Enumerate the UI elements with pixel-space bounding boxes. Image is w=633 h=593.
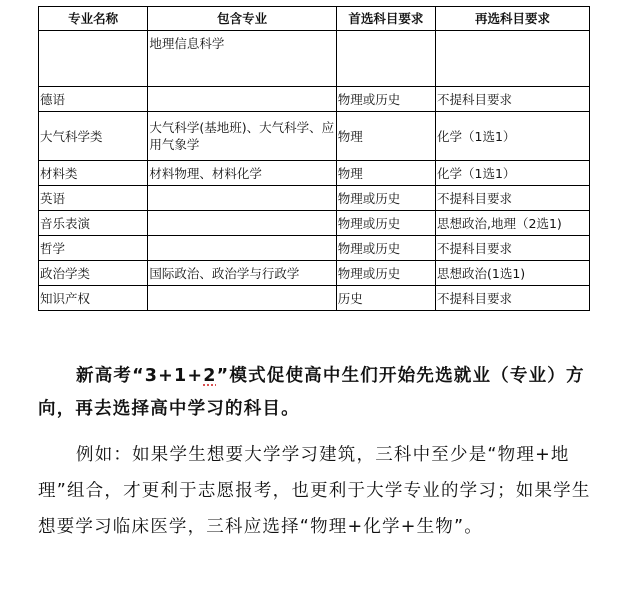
intro-text-after: ”模式促使高中生们开始先选就业（专业）方向，再去选择高中学习的科目。 — [38, 366, 585, 419]
header-major-name: 专业名称 — [39, 7, 148, 31]
cell-major-name: 英语 — [39, 186, 148, 211]
cell-second-subject: 不提科目要求 — [436, 186, 590, 211]
cell-first-subject: 物理或历史 — [336, 87, 435, 112]
cell-included-majors: 地理信息科学 — [148, 31, 336, 87]
cell-included-majors — [148, 236, 336, 261]
cell-second-subject: 化学（1选1） — [436, 112, 590, 161]
cell-second-subject: 思想政治,地理（2选1) — [436, 211, 590, 236]
cell-major-name: 材料类 — [39, 161, 148, 186]
table-row — [39, 286, 590, 311]
major-requirements-table — [38, 6, 590, 311]
table-row — [39, 161, 590, 186]
header-second-subject: 再选科目要求 — [436, 7, 590, 31]
cell-first-subject: 物理 — [336, 161, 435, 186]
table-row — [39, 186, 590, 211]
cell-first-subject: 历史 — [336, 286, 435, 311]
cell-major-name: 德语 — [39, 87, 148, 112]
cell-first-subject: 物理或历史 — [336, 261, 435, 286]
table-row — [39, 211, 590, 236]
table-row — [39, 87, 590, 112]
cell-second-subject: 思想政治(1选1) — [436, 261, 590, 286]
cell-included-majors — [148, 87, 336, 112]
cell-second-subject — [436, 31, 590, 87]
cell-included-majors: 材料物理、材料化学 — [148, 161, 336, 186]
cell-first-subject: 物理或历史 — [336, 236, 435, 261]
cell-included-majors: 大气科学(基地班)、大气科学、应用气象学 — [148, 112, 336, 161]
cell-second-subject: 化学（1选1） — [436, 161, 590, 186]
cell-major-name: 哲学 — [39, 236, 148, 261]
cell-included-majors — [148, 286, 336, 311]
cell-first-subject: 物理或历史 — [336, 211, 435, 236]
intro-text-underlined: 2 — [203, 366, 217, 386]
cell-included-majors — [148, 186, 336, 211]
table-row — [39, 31, 590, 87]
cell-included-majors — [148, 211, 336, 236]
cell-major-name: 音乐表演 — [39, 211, 148, 236]
cell-major-name: 政治学类 — [39, 261, 148, 286]
table-row — [39, 112, 590, 161]
cell-second-subject: 不提科目要求 — [436, 236, 590, 261]
cell-first-subject — [336, 31, 435, 87]
header-first-subject: 首选科目要求 — [336, 7, 435, 31]
cell-major-name — [39, 31, 148, 87]
cell-major-name: 大气科学类 — [39, 112, 148, 161]
header-included-majors: 包含专业 — [148, 7, 336, 31]
cell-major-name: 知识产权 — [39, 286, 148, 311]
cell-included-majors: 国际政治、政治学与行政学 — [148, 261, 336, 286]
cell-first-subject: 物理 — [336, 112, 435, 161]
table-row — [39, 236, 590, 261]
intro-text-before: 新高考“3+1+ — [76, 366, 204, 386]
example-paragraph: 例如：如果学生想要大学学习建筑，三科中至少是“物理+地理”组合，才更利于志愿报考，也更利于大学专业的学习；如果学生想要学习临床医学，三科应选择“物理+化学+生物”。 — [38, 445, 591, 537]
cell-first-subject: 物理或历史 — [336, 186, 435, 211]
table-header-row — [39, 7, 590, 31]
table-row — [39, 261, 590, 286]
cell-second-subject: 不提科目要求 — [436, 87, 590, 112]
cell-second-subject: 不提科目要求 — [436, 286, 590, 311]
intro-paragraph — [38, 360, 598, 426]
